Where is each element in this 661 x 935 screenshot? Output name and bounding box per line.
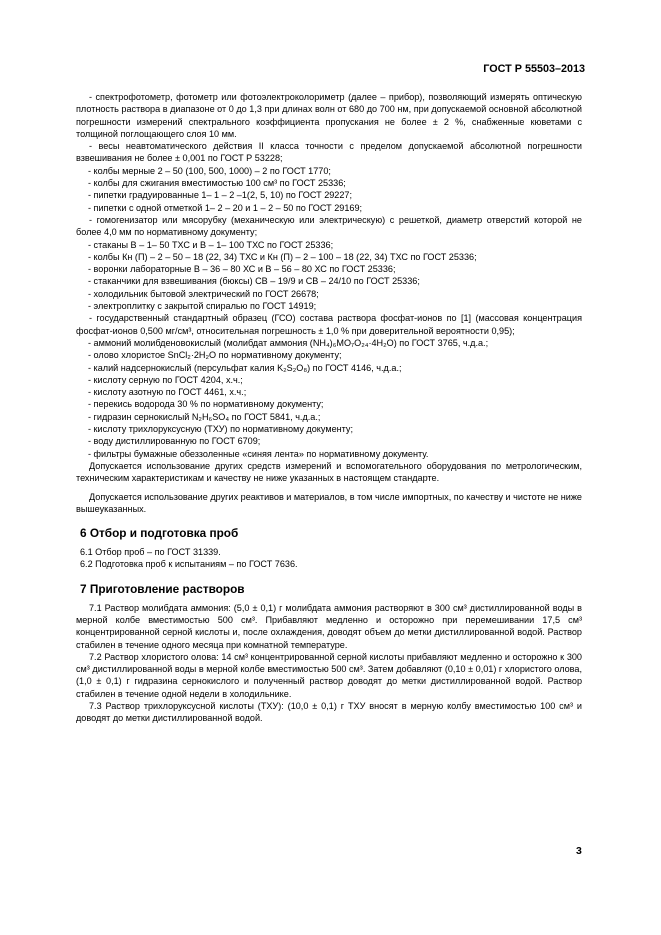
list-item: - колбы мерные 2 – 50 (100, 500, 1000) – 2 по ГОСТ 1770; xyxy=(88,165,331,176)
list-item: - кислоту серную по ГОСТ 4204, х.ч.; xyxy=(88,374,243,385)
list-item: - спектрофотометр, фотометр или фотоэлектроколориметр (далее – прибор), позволяющий измерять оптическую плотность раствора в диапазоне от 0 до 1,3 при длинах волн от 680 до 700 нм, при допускаемой основной абсолютной погрешности измерений спектрального коэффициента пропускания не более ± 2 %, снабженные кюветами с толщиной поглощающего слоя 10 мм. xyxy=(76,92,582,139)
list-item: - кислоту азотную по ГОСТ 4461, х.ч.; xyxy=(88,387,247,398)
list-item: - холодильник бытовой электрический по ГОСТ 26678; xyxy=(88,288,319,299)
list-item: - колбы Кн (П) – 2 – 50 – 18 (22, 34) ТХС и Кн (П) – 2 – 100 – 18 (22, 34) ТХС по ГОСТ 25336; xyxy=(88,251,477,262)
list-item: - колбы для сжигания вместимостью 100 см³ по ГОСТ 25336; xyxy=(88,178,346,189)
list-item: - стаканчики для взвешивания (бюксы) СВ – 19/9 и СВ – 24/10 по ГОСТ 25336; xyxy=(88,276,420,287)
list-item: - аммоний молибденовокислый (молибдат аммония (NH₄)₆MO₇O₂₄·4H₂O) по ГОСТ 3765, ч.д.а.; xyxy=(88,337,489,348)
list-item: - гомогенизатор или мясорубку (механическую или электрическую) с решеткой, диаметр отверстий которой не более 4,0 мм по нормативному документу; xyxy=(76,214,582,238)
list-item: - калий надсернокислый (персульфат калия K₂S₂O₈) по ГОСТ 4146, ч.д.а.; xyxy=(88,362,402,373)
list-item: - фильтры бумажные обеззоленные «синяя лента» по нормативному документу. xyxy=(88,448,429,459)
list-item: - государственный стандартный образец (ГСО) состава раствора фосфат-ионов по [1] (массовая концентрация фосфат-ионов 0,500 мг/см³, относительная погрешность ± 1,0 % при доверительной вероятности 0,95); xyxy=(76,313,582,336)
section-7-item: 7.1 Раствор молибдата аммония: (5,0 ± 0,1) г молибдата аммония растворяют в 300 см³ дистиллированной воды в мерной колбе вместимостью 500 см³. Прибавляют медленно и осторожно при перемешивании 17,5 см³ концентрированной серной кислоты и, после охлаждения, доводят объем до метки дистиллированной водой. Раствор стабилен в течение одного месяца при комнатной температуре. xyxy=(76,602,582,650)
list-item: - пипетки градуированные 1– 1 – 2 –1(2, 5, 10) по ГОСТ 29227; xyxy=(88,190,353,201)
section-6-title: 6 Отбор и подготовка проб xyxy=(80,526,239,541)
section-7-title: 7 Приготовление растворов xyxy=(80,581,245,596)
list-item: - гидразин сернокислый N₂H₆SO₄ по ГОСТ 5841, ч.д.а.; xyxy=(88,411,321,422)
document-body xyxy=(76,91,582,725)
list-item: - олово хлористое SnCl₂·2H₂O по нормативному документу; xyxy=(88,350,342,361)
section-6-item: 6.2 Подготовка проб к испытаниям – по ГОСТ 7636. xyxy=(80,559,298,570)
list-item: - воду дистиллированную по ГОСТ 6709; xyxy=(88,436,261,447)
list-item: - кислоту трихлоруксусную (ТХУ) по нормативному документу; xyxy=(88,424,353,435)
list-item: - весы неавтоматического действия II класса точности с пределом допускаемой абсолютной погрешности взвешивания не более ± 0,001 по ГОСТ Р 53228; xyxy=(76,141,582,164)
section-7-item: 7.3 Раствор трихлоруксусной кислоты (ТХУ): (10,0 ± 0,1) г ТХУ вносят в мерную колбу вместимостью 100 см³ и доводят до метки дистиллированной водой. xyxy=(76,701,582,724)
page-number: 3 xyxy=(576,845,582,857)
paragraph-allowed-reagents: Допускается использование других реактивов и материалов, в том числе импортных, по качеству и чистоте не ниже вышеуказанных. xyxy=(76,491,582,514)
list-item: - стаканы В – 1– 50 ТХС и В – 1– 100 ТХС по ГОСТ 25336; xyxy=(88,239,334,250)
section-7-item: 7.2 Раствор хлористого олова: 14 см³ концентрированной серной кислоты прибавляют медленно и осторожно к 300 см³ дистиллированной воды в мерной колбе вместимостью 500 см³. Затем добавляют (0,10 ± 0,01) г хлористого олова, (1,0 ± 0,1) г гидразина сернокислого и полученный раствор доводят до метки дистиллированной водой. Раствор стабилен в течение одной недели в холодильнике. xyxy=(76,651,582,699)
list-item: - перекись водорода 30 % по нормативному документу; xyxy=(88,399,324,410)
list-item: - воронки лабораторные В – 36 – 80 ХС и В – 56 – 80 ХС по ГОСТ 25336; xyxy=(88,264,396,275)
list-item: - пипетки с одной отметкой 1– 2 – 20 и 1 – 2 – 50 по ГОСТ 29169; xyxy=(88,202,363,213)
section-6-item: 6.1 Отбор проб – по ГОСТ 31339. xyxy=(80,547,221,558)
standard-code-header: ГОСТ Р 55503–2013 xyxy=(483,63,585,75)
paragraph-allowed-instruments: Допускается использование других средств измерений и вспомогательного оборудования по метрологическим, техническим характеристикам и качеству не ниже указанных в настоящем стандарте. xyxy=(76,460,582,484)
list-item: - электроплитку с закрытой спиралью по ГОСТ 14919; xyxy=(88,301,317,312)
